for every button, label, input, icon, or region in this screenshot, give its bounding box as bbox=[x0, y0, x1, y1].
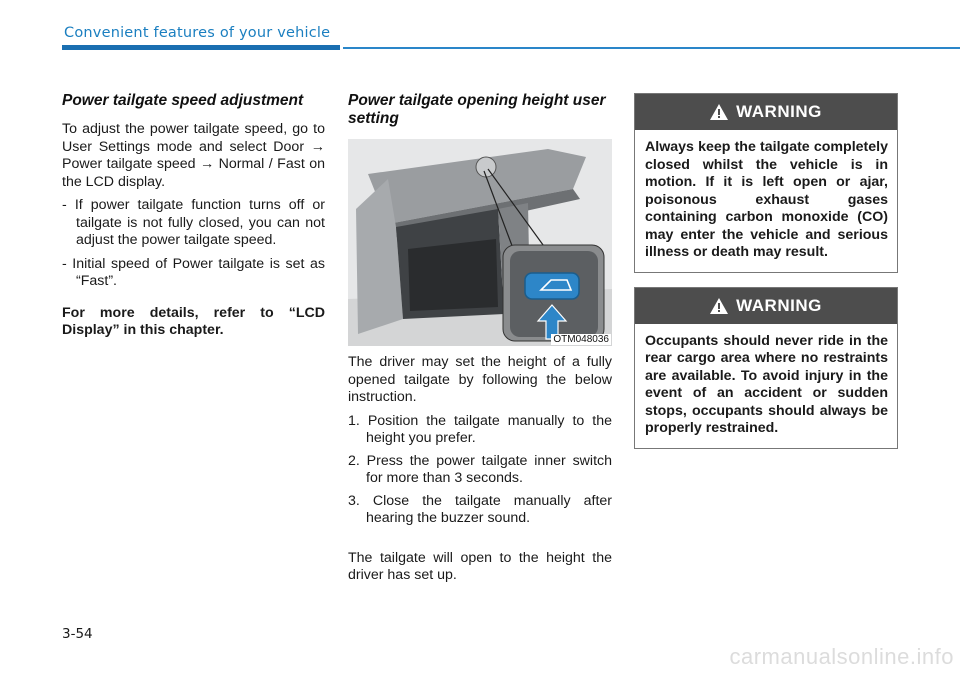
step-3: 3. Close the tailgate manually after hearing the buzzer sound. bbox=[348, 492, 612, 526]
warning-label-2: WARNING bbox=[736, 295, 822, 315]
warning-header-1 bbox=[635, 94, 897, 130]
lcd-reference-note: For more details, refer to “LCD Display” in this chapter. bbox=[62, 304, 325, 338]
section-title: Convenient features of your vehicle bbox=[64, 25, 331, 41]
header-rule-thick bbox=[62, 45, 340, 50]
right-column bbox=[634, 93, 898, 449]
step-1: 1. Position the tailgate manually to the height you prefer. bbox=[348, 412, 612, 446]
figure-code: OTM048036 bbox=[553, 334, 609, 345]
step-2: 2. Press the power tailgate inner switch for more than 3 seconds. bbox=[348, 452, 612, 486]
speed-note-1: - If power tailgate function turns off or tailgate is not fully closed, you can not adjust the power tailgate speed. bbox=[62, 197, 325, 248]
warning-triangle-icon bbox=[710, 104, 728, 120]
warning-header-2 bbox=[635, 288, 897, 324]
tailgate-switch-icon bbox=[525, 273, 579, 299]
warning-box-2 bbox=[634, 287, 898, 449]
opening-height-intro: The driver may set the height of a fully opened tailgate by following the below instruction. bbox=[348, 354, 612, 405]
middle-column bbox=[348, 92, 612, 591]
watermark: carmanualsonline.info bbox=[729, 644, 954, 669]
warning-box-1 bbox=[634, 93, 898, 273]
warning-text-2: Occupants should never ride in the rear cargo area where no restraints are available. To avoid injury in the event of an accident or sudden stops, occupants should always be properly restrained. bbox=[645, 332, 888, 436]
tailgate-figure bbox=[348, 139, 612, 346]
opening-height-heading: Power tailgate opening height user setting bbox=[348, 92, 606, 127]
speed-adjustment-heading: Power tailgate speed adjustment bbox=[62, 92, 304, 109]
left-column bbox=[62, 92, 325, 340]
warning-triangle-icon bbox=[710, 298, 728, 314]
warning-text-1: Always keep the tailgate completely closed whilst the vehicle is in motion. If it is left open or ajar, poisonous exhaust gases containing carbon monoxide (CO) may enter the vehicle and serious illness or death may result. bbox=[645, 139, 888, 260]
tailgate-illustration bbox=[348, 139, 612, 346]
speed-note-2: - Initial speed of Power tailgate is set as “Fast”. bbox=[62, 255, 325, 289]
header-rule-thin bbox=[343, 47, 960, 49]
opening-height-closing: The tailgate will open to the height the driver has set up. bbox=[348, 549, 612, 583]
speed-adjustment-intro: To adjust the power tailgate speed, go to User Settings mode and select Door → Power tailgate speed → Normal / Fast on the LCD display. bbox=[62, 121, 325, 190]
warning-label-1: WARNING bbox=[736, 102, 822, 121]
page-number: 3-54 bbox=[62, 626, 93, 642]
